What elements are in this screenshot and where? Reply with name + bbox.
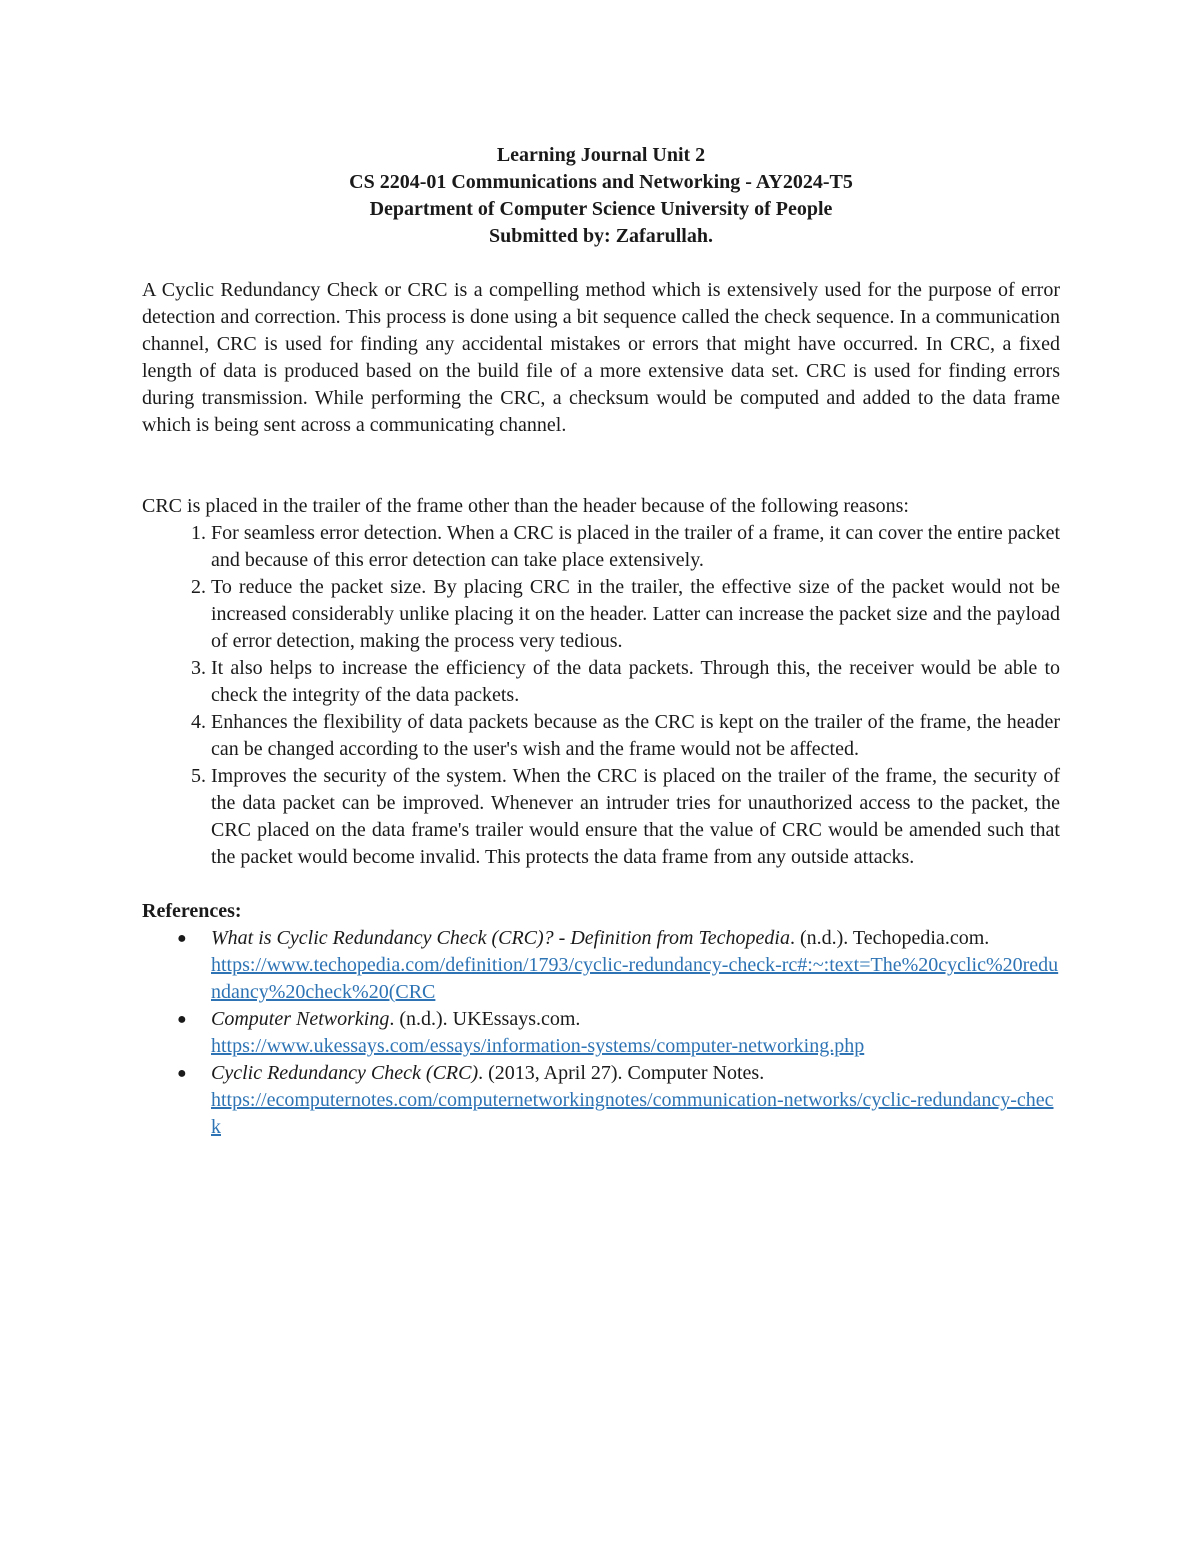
- reference-details: . (2013, April 27). Computer Notes.: [478, 1062, 765, 1084]
- references-list: [142, 925, 1060, 1141]
- reference-title: Cyclic Redundancy Check (CRC): [211, 1062, 479, 1084]
- bullet-icon: ●: [177, 930, 187, 947]
- reason-item: 5. Improves the security of the system. When the CRC is placed on the trailer of the frame, the security of the data packet can be improved. Whenever an intruder tries for unauthorized access to the packet, the CRC placed on the data frame's trailer would ensure that the value of CRC would be amended such that the packet would become invalid. This protects the data frame from any outside attacks.: [211, 763, 1060, 871]
- reference-link[interactable]: https://ecomputernotes.com/computernetworkingnotes/communication-networks/cyclic-redundancy-check: [211, 1089, 1054, 1138]
- reference-details: . (n.d.). UKEssays.com.: [389, 1008, 581, 1030]
- bullet-icon: ●: [177, 1065, 187, 1082]
- reference-details: . (n.d.). Techopedia.com.: [789, 927, 990, 949]
- intro-paragraph: A Cyclic Redundancy Check or CRC is a compelling method which is extensively used for the purpose of error detection and correction. This process is done using a bit sequence called the check sequence. In a communication channel, CRC is used for finding any accidental mistakes or errors that might have occurred. In CRC, a fixed length of data is produced based on the build file of a more extensive data set. CRC is used for finding errors during transmission. While performing the CRC, a checksum would be computed and added to the data frame which is being sent across a communicating channel.: [142, 279, 1060, 436]
- bullet-icon: ●: [177, 1011, 187, 1028]
- reference-link[interactable]: https://www.ukessays.com/essays/information-systems/computer-networking.php: [211, 1035, 865, 1057]
- reference-title: What is Cyclic Redundancy Check (CRC)? - Definition from Techopedia: [211, 927, 790, 949]
- document-title: Learning Journal Unit 2: [496, 144, 706, 166]
- document-header: [142, 142, 1060, 250]
- reference-item: [177, 1060, 1060, 1141]
- reason-item: 2. To reduce the packet size. By placing CRC in the trailer, the effective size of the packet would not be increased considerably unlike placing it on the header. Latter can increase the packet size and the payload of error detection, making the process very tedious.: [211, 574, 1060, 655]
- reference-item: [177, 1006, 1060, 1060]
- reference-link[interactable]: https://www.techopedia.com/definition/1793/cyclic-redundancy-check-rc#:~:text=The%20cyclic%20redundancy%20check%20(CRC: [211, 954, 1059, 1003]
- course-line: CS 2204-01 Communications and Networking - AY2024-T5: [349, 171, 853, 193]
- document-page: [142, 142, 1060, 1141]
- reason-item: 1. For seamless error detection. When a CRC is placed in the trailer of a frame, it can cover the entire packet and because of this error detection can take place extensively.: [211, 520, 1060, 574]
- reason-item: 3. It also helps to increase the efficiency of the data packets. Through this, the receiver would be able to check the integrity of the data packets.: [211, 655, 1060, 709]
- reasons-intro: CRC is placed in the trailer of the frame other than the header because of the following reasons:: [142, 495, 909, 517]
- reasons-list: [142, 520, 1060, 871]
- department-line: Department of Computer Science University of People: [369, 198, 833, 220]
- reference-title: Computer Networking: [211, 1008, 390, 1030]
- reason-item: 4. Enhances the flexibility of data packets because as the CRC is kept on the trailer of the frame, the header can be changed according to the user's wish and the frame would not be affected.: [211, 709, 1060, 763]
- reference-item: [177, 925, 1060, 1006]
- submitted-by-line: Submitted by: Zafarullah.: [489, 225, 713, 247]
- references-heading: References:: [142, 900, 242, 922]
